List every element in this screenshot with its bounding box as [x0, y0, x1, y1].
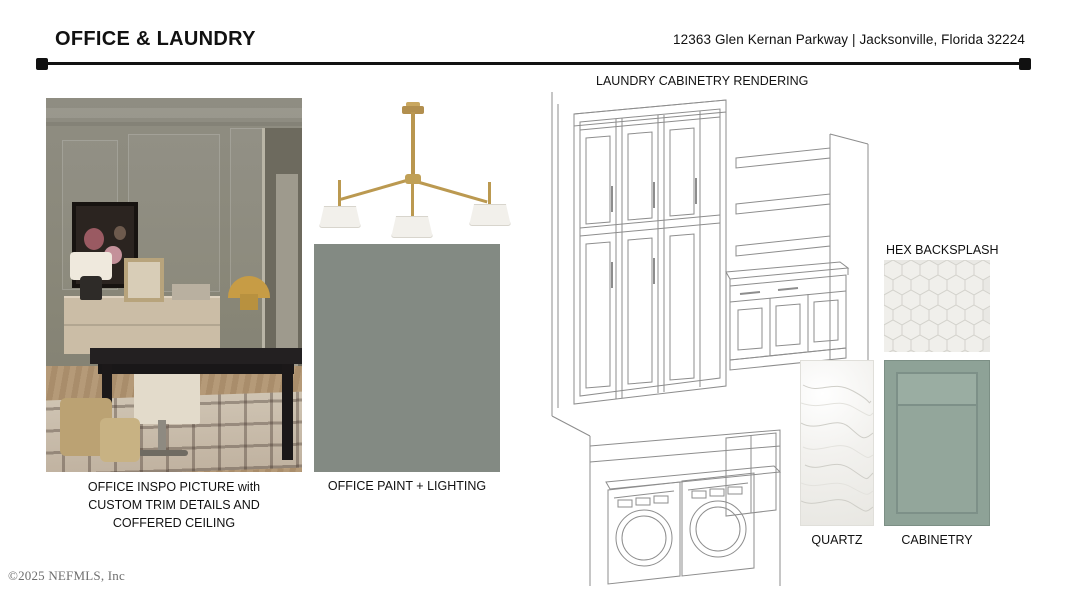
chandelier-arm-left — [340, 178, 410, 201]
office-inspiration-photo — [46, 98, 302, 472]
chandelier-shade-center — [391, 216, 433, 238]
paint-lighting-caption: OFFICE PAINT + LIGHTING — [327, 479, 487, 493]
photo-brass-lamp-base — [240, 294, 258, 310]
photo-chair-base — [138, 450, 188, 456]
photo-picture-frame — [124, 258, 164, 302]
office-paint-swatch — [314, 244, 500, 472]
hex-backsplash-caption: HEX BACKSPLASH — [886, 243, 999, 257]
quartz-swatch — [800, 360, 874, 526]
artwork-flower — [114, 226, 126, 240]
rendering-caption: LAUNDRY CABINETRY RENDERING — [596, 74, 809, 88]
divider-dot-right — [1019, 58, 1031, 70]
office-photo-caption-line3: COFFERED CEILING — [112, 516, 236, 530]
copyright-notice: ©2025 NEFMLS, Inc — [8, 568, 125, 583]
artwork-flower — [84, 228, 104, 250]
photo-credenza — [64, 296, 220, 354]
photo-books — [172, 284, 210, 300]
photo-desk-top — [90, 348, 302, 364]
photo-woven-basket — [100, 418, 140, 462]
chandelier-image — [316, 98, 500, 238]
cabinet-door-top-rail — [896, 372, 978, 406]
chandelier-drop-left — [338, 180, 341, 208]
cabinetry-caption: CABINETRY — [901, 533, 973, 547]
hex-backsplash-swatch — [884, 260, 990, 352]
photo-table-lamp-base — [80, 276, 102, 300]
divider-line — [42, 62, 1025, 65]
photo-crown-shadow — [46, 122, 302, 126]
photo-chair-post — [158, 420, 166, 454]
chandelier-stem — [411, 112, 415, 176]
property-address: 12363 Glen Kernan Parkway | Jacksonville, Florida 32224 — [673, 32, 1025, 47]
chandelier-shade-right — [469, 204, 511, 226]
photo-credenza-line — [64, 324, 220, 326]
header-divider — [36, 58, 1031, 70]
office-photo-caption-line1: OFFICE INSPO PICTURE with — [87, 480, 261, 494]
quartz-caption: QUARTZ — [811, 533, 863, 547]
hex-tile-pattern — [884, 260, 990, 352]
office-photo-caption — [46, 478, 302, 532]
chandelier-drop-center — [411, 184, 414, 218]
quartz-veining — [801, 361, 873, 525]
chandelier-hub — [405, 174, 421, 184]
photo-crown-molding — [46, 108, 302, 118]
photo-desk-apron — [98, 364, 294, 374]
office-photo-caption-line2: CUSTOM TRIM DETAILS AND — [88, 498, 260, 512]
photo-desk-leg — [282, 364, 293, 460]
page-title: OFFICE & LAUNDRY — [55, 28, 256, 50]
chandelier-shade-left — [319, 206, 361, 228]
chandelier-arm-right — [416, 180, 488, 203]
cabinetry-swatch — [884, 360, 990, 526]
